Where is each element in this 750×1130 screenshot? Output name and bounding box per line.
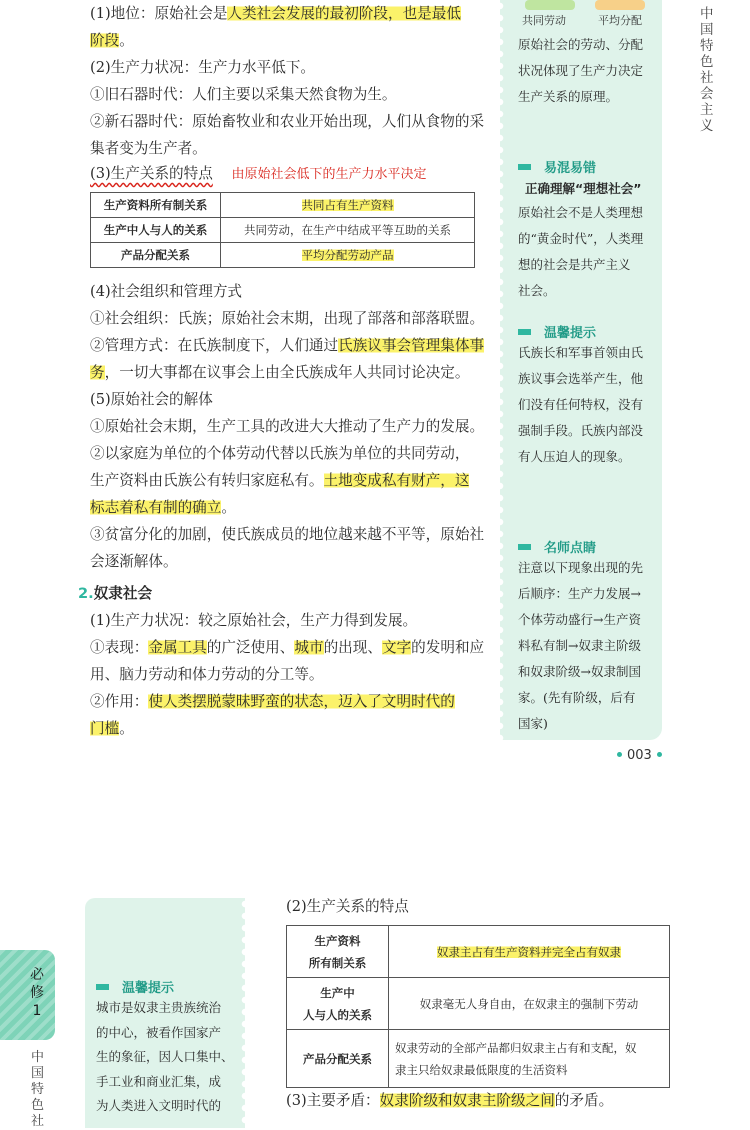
illustration-label: 平均分配 [598,14,642,27]
text-line: ③贫富分化的加剧，使氏族成员的地位越来越不平等，原始社 [90,526,485,543]
section-heading: 2.奴隶社会 [78,585,153,602]
section-label: (2)生产关系的特点 [286,898,409,915]
arrow-icon [518,161,540,173]
text-line: 集者变为生产者。 [90,140,207,157]
page-number: 003 [612,748,667,763]
vertical-title: 中国特色社 [31,1050,45,1129]
arrow-icon [518,541,540,553]
table-row: 产品分配关系 平均分配劳动产品 [91,243,475,268]
text-line: (1)生产力状况：较之原始社会，生产力得到发展。 [90,612,418,629]
table-row: 生产资料所有制关系 共同占有生产资料 [91,193,475,218]
section-label: (3)生产关系的特点 由原始社会低下的生产力水平决定 [90,165,427,182]
annotation-note: 由原始社会低下的生产力水平决定 [231,167,427,182]
text-line: ②管理方式：在氏族制度下，人们通过氏族议事会管理集体事 [90,337,485,354]
illustration-label: 共同劳动 [522,14,566,27]
text-line: 生产资料由氏族公有转归家庭私有。土地变成私有财产，这 [90,472,470,489]
table-row: 生产资料 所有制关系 奴隶主占有生产资料并完全占有奴隶 [287,926,670,978]
text-line: ①原始社会末期，生产工具的改进大大推动了生产力的发展。 [90,418,485,435]
relations-table [90,192,475,268]
text-line: ②作用：使人类摆脱蒙昧野蛮的状态，迈入了文明时代的 [90,693,455,710]
volume-label: 必 修 1 [30,967,44,1019]
table-row: 生产中 人与人的关系 奴隶毫无人身自由，在奴隶主的强制下劳动 [287,978,670,1030]
sidebar-text: 城市是奴隶主贵族统治 的中心，被看作国家产 生的象征，因人口集中、 手工业和商业汇集，成 为人类进入文明时代的 [96,1000,234,1113]
sidebar-heading: 名师点睛 [518,537,596,556]
sidebar-text: 原始社会不是人类理想 的“黄金时代”，人类理 想的社会是共产主义 社会。 [518,205,644,298]
text-line: ②以家庭为单位的个体劳动代替以氏族为单位的共同劳动， [90,445,470,462]
text-line: (4)社会组织和管理方式 [90,283,243,300]
text-line: 标志着私有制的确立。 [90,499,236,516]
sidebar-text: 注意以下现象出现的先 后顺序：生产力发展→ 个体劳动盛行→生产资 料私有制→奴隶主阶级 和奴隶阶级→奴隶制国 家。(先有阶级，后有 国家) [518,560,644,731]
relations-table [286,925,670,1088]
text-line: (1)地位：原始社会是人类社会发展的最初阶段，也是最低 [90,5,461,22]
sidebar-subheading: 正确理解“理想社会” [525,181,642,196]
text-line: ①表现：金属工具的广泛使用、城市的出现、文字的发明和应 [90,639,485,656]
arrow-icon [518,326,540,338]
text-line: ①旧石器时代：人们主要以采集天然食物为生。 [90,86,397,103]
text-line: 阶段。 [90,32,134,49]
text-line: ①社会组织：氏族；原始社会末期，出现了部落和部落联盟。 [90,310,485,327]
vertical-title: 中国特色社会主义 [700,6,714,134]
sidebar-intro: 原始社会的劳动、分配 状况体现了生产力决定 生产关系的原理。 [518,37,644,104]
table-row: 生产中人与人的关系 共同劳动，在生产中结成平等互助的关系 [91,218,475,243]
text-line: 门槛。 [90,720,134,737]
sidebar-heading: 温馨提示 [518,322,596,341]
sidebar-heading: 温馨提示 [96,977,174,996]
text-line: 会逐渐解体。 [90,553,178,570]
text-line: 用、脑力劳动和体力劳动的分工等。 [90,666,324,683]
conflict-line: (3)主要矛盾：奴隶阶级和奴隶主阶级之间的矛盾。 [286,1092,614,1109]
text-line: (2)生产力状况：生产力水平低下。 [90,59,315,76]
perforation-edge [495,0,505,740]
table-row: 产品分配关系 奴隶劳动的全部产品都归奴隶主占有和支配，奴 隶主只给奴隶最低限度的生活资料 [287,1030,670,1088]
text-line: ②新石器时代：原始畜牧业和农业开始出现，人们从食物的采 [90,113,485,130]
arrow-icon [96,981,118,993]
perforation-edge [240,898,250,1128]
text-line: (5)原始社会的解体 [90,391,213,408]
text-line: 务，一切大事都在议事会上由全氏族成年人共同讨论决定。 [90,364,470,381]
sidebar-text: 氏族长和军事首领由氏 族议事会选举产生，他 们没有任何特权，没有 强制手段。氏族内部没 有人压迫人的现象。 [518,345,644,464]
sidebar-heading: 易混易错 [518,157,596,176]
